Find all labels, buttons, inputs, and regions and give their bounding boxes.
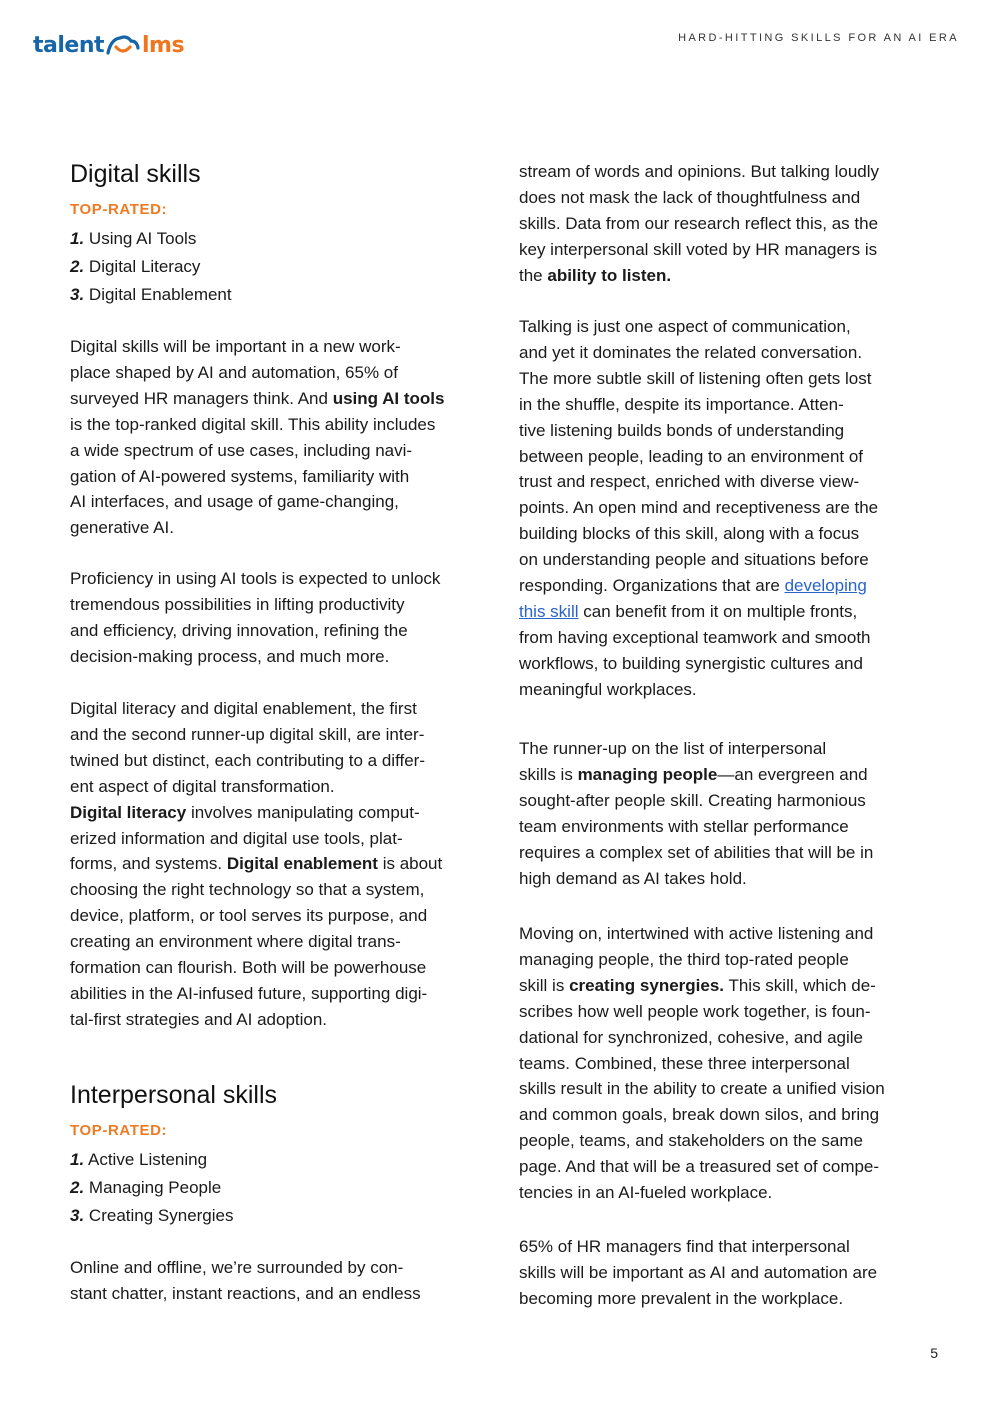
rank-number: 1. — [70, 1150, 85, 1169]
interpersonal-paragraph-1: Online and offline, we’re surrounded by con- stant chatter, instant reactions, and an endless — [70, 1258, 421, 1303]
text-span: is about choosing the right technology so that a system, device, platform, or tool serves its purpose, and creating an environment where digital trans- formation can flourish. Both will be powerhouse abilities in the AI-infused future, supporting digi- tal-first strategies and AI adoption. — [70, 854, 443, 1029]
interpersonal-rank-item — [70, 1206, 234, 1226]
rank-number: 2. — [70, 1178, 85, 1197]
interpersonal-rank-item — [70, 1150, 207, 1170]
rank-number: 3. — [70, 285, 85, 304]
rank-label: Digital Literacy — [88, 257, 201, 276]
logo-text-talent: talent — [33, 32, 105, 58]
digital-rank-item — [70, 257, 200, 277]
text-span: stream of words and opinions. But talking loudly does not mask the lack of thoughtfulness and skills. Data from our research reflect this, as the key interpersonal skill voted by HR managers is the — [519, 162, 880, 285]
digital-paragraph-1 — [70, 334, 444, 541]
bold-span: using AI tools — [332, 388, 445, 408]
bold-span: creating synergies. — [569, 975, 725, 995]
text-span: Talking is just one aspect of communication, and yet it dominates the related conversation. The more subtle skill of listening often gets lost in the shuffle, despite its importance. Atten- tive listening builds bonds of understanding between people, leading to an environment of trust and respect, enriched with diverse view- points. An open mind and receptiveness are the building blocks of this skill, along with a focus on understanding people and situations before responding. Organizations that are — [519, 317, 879, 596]
interpersonal-rank-item — [70, 1178, 221, 1198]
interpersonal-toprated-label: TOP-RATED: — [70, 1122, 168, 1139]
text-span: involves manipulating comput- erized information and digital use tools, plat- forms, and systems. — [70, 802, 420, 874]
rank-label: Digital Enablement — [88, 285, 232, 304]
rank-label: Active Listening — [87, 1150, 208, 1169]
rank-label: Using AI Tools — [88, 229, 197, 248]
bold-span: Digital literacy — [70, 802, 187, 822]
bold-span: Digital enablement — [226, 854, 378, 874]
text-span: can benefit from it on multiple fronts, from having exceptional teamwork and smooth workflows, to building synergistic cultures and meaningful workplaces. — [519, 601, 871, 699]
text-span: The runner-up on the list of interpersonal skills is — [519, 739, 827, 784]
bold-span: managing people — [577, 764, 718, 784]
text-span: Digital skills will be important in a new work- place shaped by AI and automation, 65% of surveyed HR managers think. And — [70, 337, 401, 408]
right-paragraph-3 — [519, 736, 873, 891]
rank-number: 1. — [70, 229, 85, 248]
logo-text-lms: lms — [142, 32, 185, 58]
text-span: This skill, which de- scribes how well people work together, is foun- dational for synchronized, cohesive, and agile teams. Combined, these three interpersonal skills result in the ability to create a unified vision and common goals, break down silos, and bring people, teams, and stakeholders on the same page. And that will be a treasured set of compe- tencies in an AI-fueled workplace. — [519, 975, 885, 1203]
page-number: 5 — [930, 1345, 938, 1361]
header-tagline: HARD-HITTING SKILLS FOR AN AI ERA — [678, 32, 959, 44]
text-span: is the top-ranked digital skill. This ability includes a wide spectrum of use cases, including navi- gation of AI-powered systems, familiarity with AI interfaces, and usage of game-changing, generative AI. — [70, 414, 436, 538]
text-span: —an evergreen and sought-after people skill. Creating harmonious team environments with stellar performance requires a complex set of abilities that will be in high demand as AI takes hold. — [519, 764, 874, 888]
digital-paragraph-3 — [70, 696, 442, 1033]
digital-rank-item — [70, 285, 232, 305]
rank-label: Managing People — [88, 1178, 222, 1197]
digital-paragraph-2: Proficiency in using AI tools is expected to unlock tremendous possibilities in lifting productivity and efficiency, driving innovation, refining the decision-making process, and much more. — [70, 569, 441, 666]
rank-number: 2. — [70, 257, 85, 276]
rank-number: 3. — [70, 1206, 85, 1225]
bold-span: ability to listen. — [547, 265, 672, 285]
interpersonal-skills-heading: Interpersonal skills — [70, 1081, 278, 1109]
text-span: Moving on, intertwined with active listening and managing people, the third top-rated people skill is — [519, 924, 874, 995]
right-paragraph-4 — [519, 921, 885, 1206]
right-paragraph-1 — [519, 159, 879, 289]
logo-cloud-icon — [105, 33, 141, 57]
text-span: Digital literacy and digital enablement, the first and the second runner-up digital skill, are inter- twined but distinct, each contributing to a differ- ent aspect of digital transformation. — [70, 699, 425, 796]
right-paragraph-5: 65% of HR managers find that interpersonal skills will be important as AI and automation are becoming more prevalent in the workplace. — [519, 1237, 878, 1308]
digital-rank-item — [70, 229, 196, 249]
developing-this-skill-link[interactable]: developing this skill — [519, 576, 867, 621]
talentlms-logo — [33, 28, 184, 62]
rank-label: Creating Synergies — [88, 1206, 234, 1225]
digital-toprated-label: TOP-RATED: — [70, 201, 168, 218]
right-paragraph-2 — [519, 314, 878, 703]
digital-skills-heading: Digital skills — [70, 160, 201, 188]
